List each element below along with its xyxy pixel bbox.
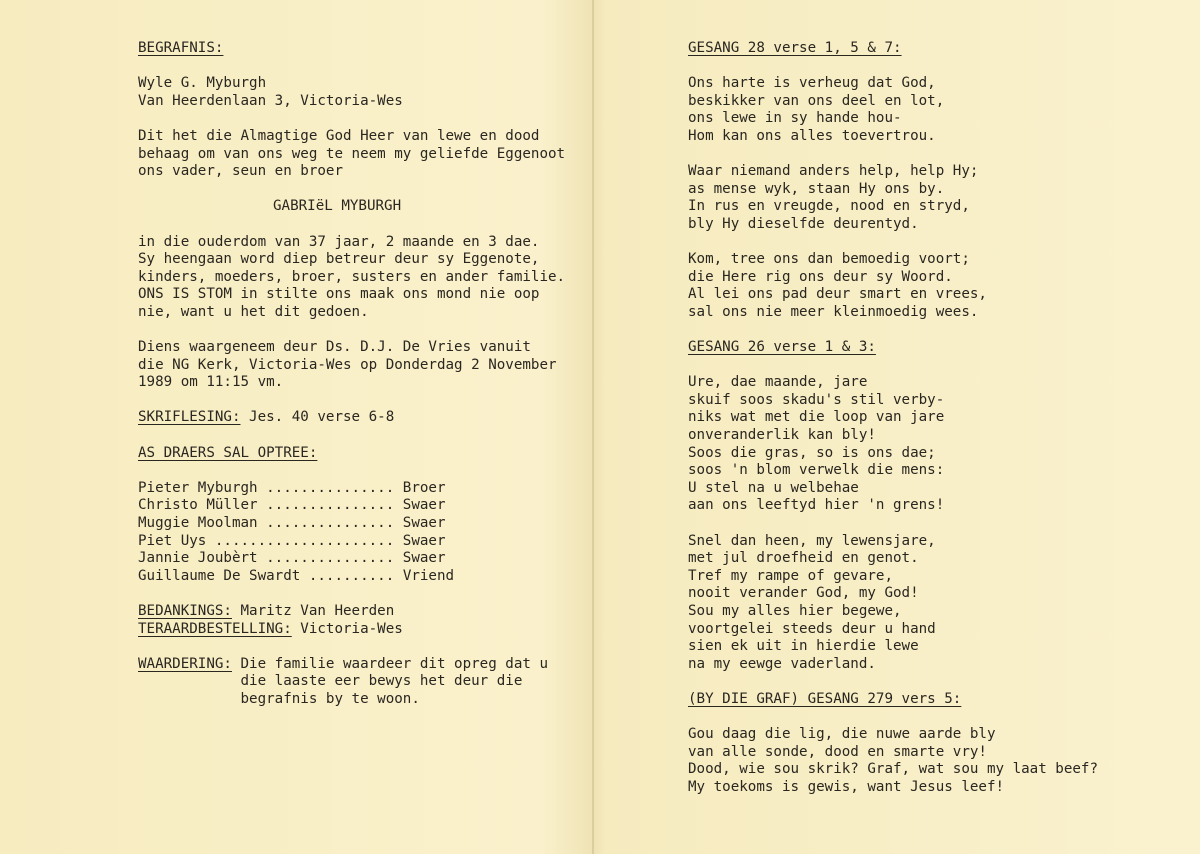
hymn2-line: Ure, dae maande, jare [688,374,868,391]
appreciation-label: WAARDERING: [138,655,232,672]
bearer-role: Vriend [402,567,455,584]
bearer-row [138,533,598,551]
bearers-heading: AS DRAERS SAL OPTREE: [138,444,318,461]
bearer-dots: ............... [266,497,403,514]
thanks-row [138,603,598,621]
bearer-name: Jannie Joubèrt [138,550,267,567]
bearer-row [138,568,598,586]
hymn2-line: met jul droefheid en genot. [688,550,919,567]
hymn2-line: niks wat met die loop van jare [688,409,945,426]
hymn2-line: skuif soos skadu's stil verby- [688,391,945,408]
appreciation-block [138,656,598,709]
bearer-role: Swaer [402,515,446,532]
hymn1-heading: GESANG 28 verse 1, 5 & 7: [688,40,902,56]
thanks-value: Maritz Van Heerden [231,603,395,619]
bearer-dots: ............... [266,515,403,532]
age-line: in die ouderdom van 37 jaar, 2 maande en 3 dae. [138,233,540,250]
bearer-role: Swaer [402,497,446,514]
hymn1-line: die Here rig ons deur sy Woord. [688,268,953,285]
hymn2-line: Snel dan heen, my lewensjare, [688,532,936,549]
bearer-dots: ..................... [214,532,403,549]
intro-line: ons vader, seun en broer [138,163,343,180]
bearer-role: Swaer [402,532,446,549]
hymn3-line: Dood, wie sou skrik? Graf, wat sou my laat beef? [688,761,1098,778]
hymn2-line: U stel na u welbehae [688,479,859,496]
hymn2-line: voortgelei steeds deur u hand [688,620,936,637]
hymn2-line: Sou my alles hier begewe, [688,603,902,619]
scripture-row [138,409,598,427]
hymn1-line: Al lei ons pad deur smart en vrees, [688,286,987,303]
hymn2-line: soos 'n blom verwelk die mens: [688,462,945,479]
age-line: kinders, moeders, broer, susters en ander familie. [138,268,566,285]
bearer-row [138,497,598,515]
hymn3-line: Gou daag die lig, die nuwe aarde bly [688,726,996,743]
full-name: GABRIëL MYBURGH [273,198,402,215]
bearer-dots: ............... [266,479,403,496]
funeral-heading: BEGRAFNIS: [138,40,224,56]
thanks-label: BEDANKINGS: [138,603,232,619]
hymn2-line: aan ons leeftyd hier 'n grens! [688,497,945,514]
hymn2-line: na my eewge vaderland. [688,655,876,672]
hymn1-line: beskikker van ons deel en lot, [688,92,945,109]
address: Van Heerdenlaan 3, Victoria-Wes [138,92,403,109]
hymn1-line: ons lewe in sy hande hou- [688,110,902,127]
hymn2-line: Tref my rampe of gevare, [688,567,893,584]
intro-line: behaag om van ons weg te neem my geliefde Eggenoot [138,145,566,162]
hymn2-line: sien ek uit in hierdie lewe [688,638,919,655]
bearer-name: Pieter Myburgh [138,479,267,496]
age-line: ONS IS STOM in stilte ons maak ons mond nie oop [138,286,540,303]
hymn2-line: onveranderlik kan bly! [688,427,876,444]
left-column [138,40,598,709]
service-line: 1989 om 11:15 vm. [138,374,284,391]
hymn1-line: Kom, tree ons dan bemoedig voort; [688,251,970,268]
hymn2-heading: GESANG 26 verse 1 & 3: [688,339,876,356]
burial-label: TERAARDBESTELLING: [138,620,292,637]
hymn2-line: nooit verander God, my God! [688,585,919,602]
hymn1-line: In rus en vreugde, nood en stryd, [688,198,970,215]
hymn1-line: as mense wyk, staan Hy ons by. [688,180,945,197]
hymn3-line: van alle sonde, dood en smarte vry! [688,743,987,760]
service-line: Diens waargeneem deur Ds. D.J. De Vries vanuit [138,339,531,356]
bearer-dots: ............... [266,550,403,567]
bearer-row [138,515,598,533]
appreciation-line: begrafnis by te woon. [231,690,420,707]
scripture-value: Jes. 40 verse 6-8 [240,409,395,426]
appreciation-line: die laaste eer bewys het deur die [231,673,523,690]
bearer-role: Swaer [402,550,446,567]
hymn1-line: bly Hy dieselfde deurentyd. [688,215,919,232]
age-line: Sy heengaan word diep betreur deur sy Eggenote, [138,251,540,268]
bearer-name: Piet Uys [138,532,215,549]
intro-line: Dit het die Almagtige God Heer van lewe en dood [138,127,540,144]
bearer-role: Broer [402,479,446,496]
hymn1-line: Waar niemand anders help, help Hy; [688,163,979,180]
hymn3-heading: (BY DIE GRAF) GESANG 279 vers 5: [688,690,962,707]
bearer-name: Christo Müller [138,497,267,514]
deceased-name: Wyle G. Myburgh [138,75,267,92]
appreciation-text [232,656,548,709]
hymn3-line: My toekoms is gewis, want Jesus leef! [688,778,1005,795]
bearer-dots: .......... [308,567,403,584]
burial-value: Victoria-Wes [291,620,403,637]
burial-row [138,621,598,639]
appreciation-line: Die familie waardeer dit opreg dat u [231,655,549,672]
scripture-label: SKRIFLESING: [138,409,241,426]
hymn1-line: sal ons nie meer kleinmoedig wees. [688,303,979,320]
hymn2-line: Soos die gras, so is ons dae; [688,444,936,461]
service-line: die NG Kerk, Victoria-Wes op Donderdag 2 November [138,356,557,373]
hymn1-line: Ons harte is verheug dat God, [688,75,936,92]
hymn1-line: Hom kan ons alles toevertrou. [688,127,936,144]
bearer-name: Muggie Moolman [138,515,267,532]
bearer-name: Guillaume De Swardt [138,567,309,584]
bearer-row [138,480,598,498]
bearer-row [138,550,598,568]
right-column [688,40,1158,797]
age-line: nie, want u het dit gedoen. [138,303,369,320]
